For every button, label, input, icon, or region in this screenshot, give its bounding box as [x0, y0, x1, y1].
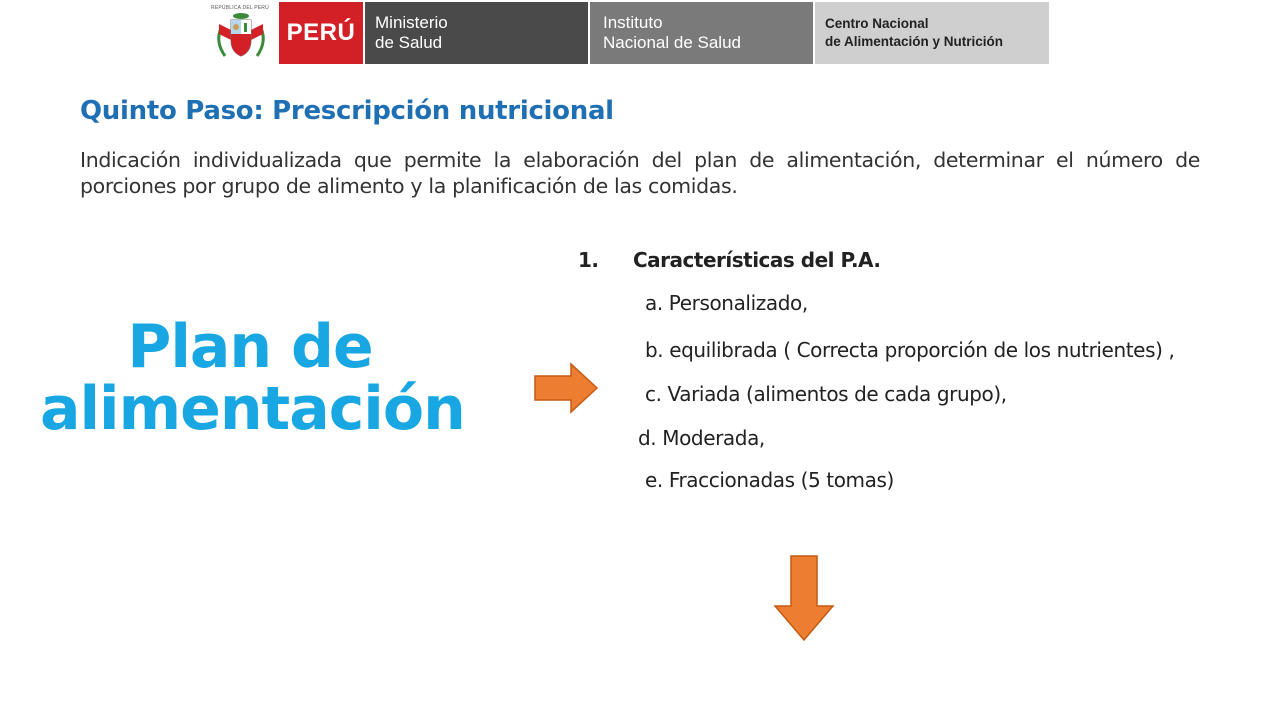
list-number: 1.: [578, 248, 599, 272]
arrow-down-icon: [771, 554, 837, 642]
list-item: c. Variada (alimentos de cada grupo),: [645, 382, 1007, 406]
ministerio-salud-brand: [363, 2, 588, 64]
centro-line2: de Alimentación y Nutrición: [825, 34, 1004, 49]
institutional-banner: [203, 2, 1049, 64]
slide-title: Quinto Paso: Prescripción nutricional: [80, 96, 614, 126]
characteristics-heading: [578, 248, 881, 272]
centro-line1: Centro Nacional: [825, 16, 929, 31]
instituto-line2: Nacional de Salud: [603, 33, 741, 52]
arrow-right-icon: [533, 362, 601, 414]
plan-label: [40, 312, 465, 444]
list-item: b. equilibrada ( Correcta proporción de los nutrientes) ,: [645, 338, 1175, 362]
crest-caption: REPÚBLICA DEL PERÚ: [211, 5, 269, 11]
characteristics-heading-text: Características del P.A.: [633, 248, 881, 272]
intro-paragraph: Indicación individualizada que permite la elaboración del plan de alimentación, determinar el número de porciones por grupo de alimento y la planificación de las comidas.: [80, 148, 1200, 198]
list-item: e. Fraccionadas (5 tomas): [645, 468, 894, 492]
plan-label-line2: alimentación: [40, 374, 465, 444]
ministerio-line1: Ministerio: [375, 13, 448, 32]
plan-label-line1: Plan de: [127, 312, 373, 382]
peru-brand: PERÚ: [279, 2, 363, 64]
coat-of-arms-logo: [203, 2, 279, 64]
ministerio-line2: de Salud: [375, 33, 443, 52]
coat-of-arms-icon: [211, 10, 271, 62]
list-item: d. Moderada,: [638, 426, 765, 450]
centro-nacional-brand: [813, 2, 1049, 64]
instituto-line1: Instituto: [603, 13, 663, 32]
list-item: a. Personalizado,: [645, 291, 808, 315]
instituto-nacional-brand: [588, 2, 813, 64]
